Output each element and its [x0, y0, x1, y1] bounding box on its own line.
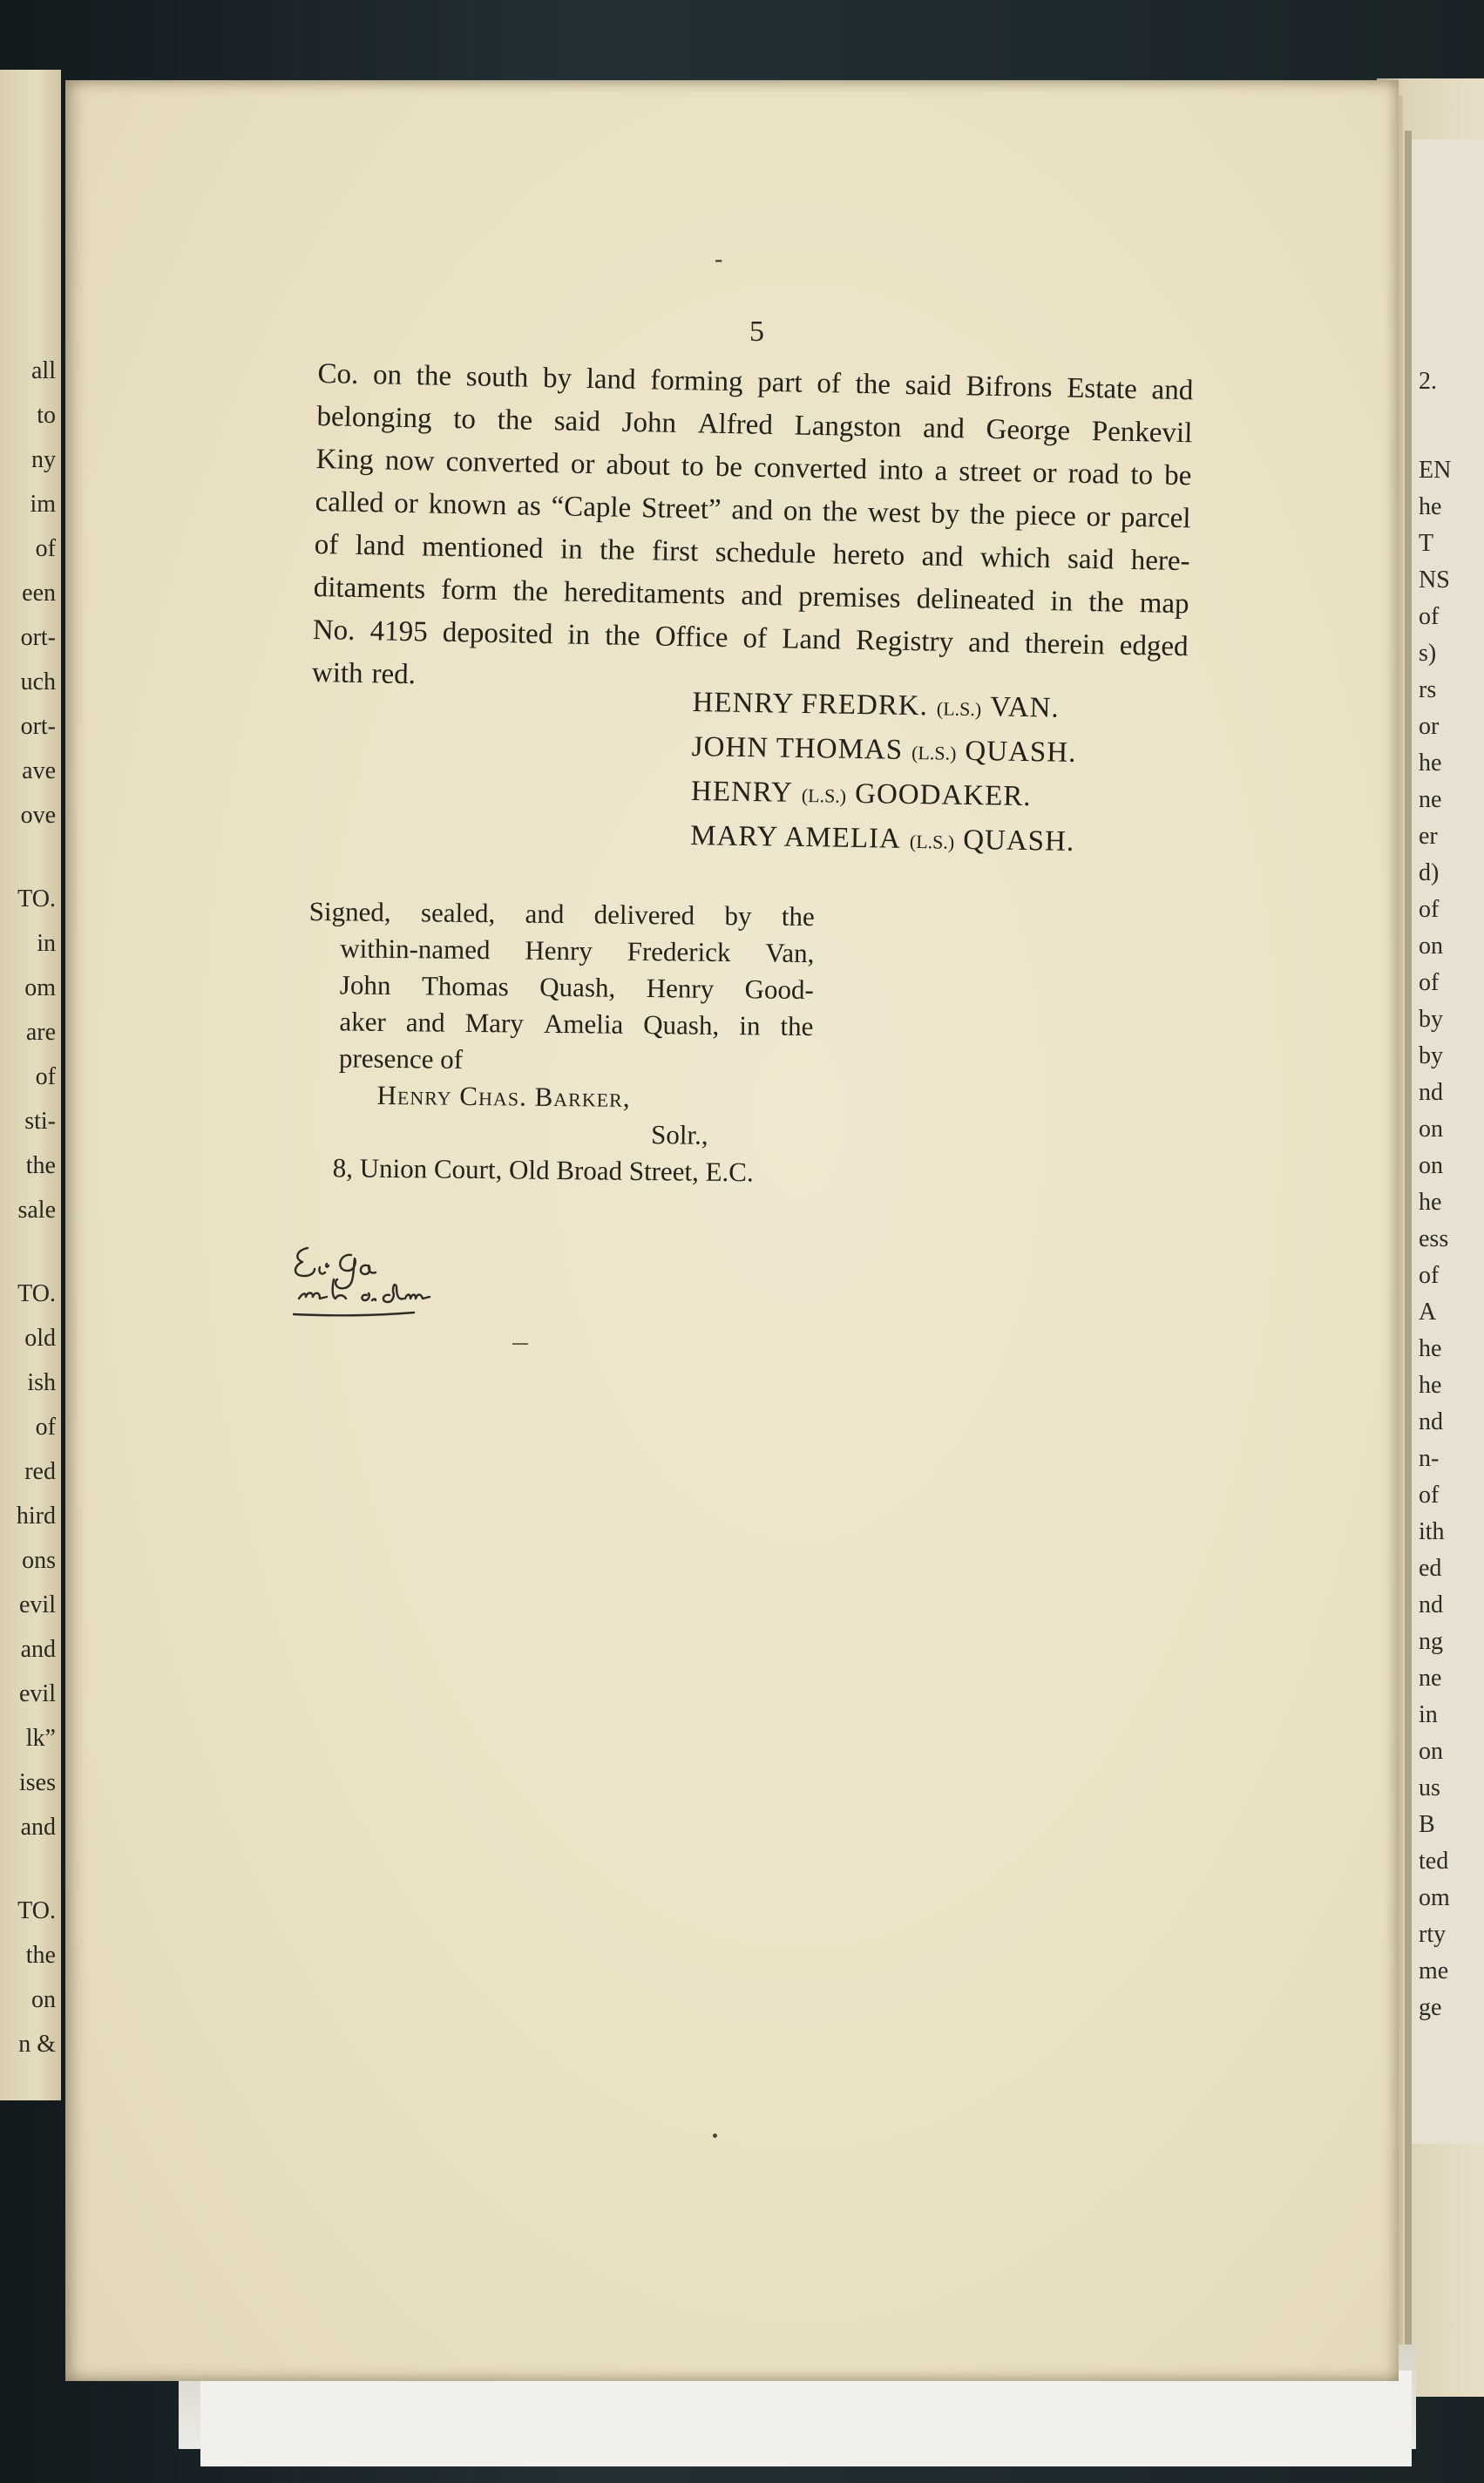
left-page-fragment: of [35, 1414, 56, 1441]
right-page-fragment: nd [1419, 1591, 1443, 1618]
word: form [440, 573, 498, 607]
word: be [1163, 459, 1192, 492]
right-page-fragment: d) [1419, 859, 1440, 886]
word: or [1086, 500, 1111, 533]
word: the [855, 368, 891, 401]
left-page-fragment: ort- [20, 713, 56, 740]
right-page-fragment: rty [1419, 1921, 1447, 1948]
left-page-fragment: sale [17, 1197, 56, 1224]
word: into [878, 454, 924, 487]
signatory-surname: QUASH. [962, 824, 1075, 858]
right-page-fragment: us [1419, 1774, 1440, 1801]
signatory-surname: GOODAKER. [854, 777, 1032, 813]
word: now [384, 444, 435, 478]
word: No. [312, 614, 356, 647]
right-page-fragment: B [1419, 1811, 1435, 1838]
word: said [1067, 543, 1115, 576]
word: Amelia [543, 1007, 624, 1040]
signatory-forenames: MARY AMELIA [689, 819, 902, 855]
word: known [428, 488, 507, 522]
right-page-fragment: of [1419, 969, 1440, 996]
word: within-named [340, 933, 491, 966]
attestation-line-2 [308, 930, 814, 972]
right-page-fragment: nd [1419, 1408, 1443, 1435]
right-page-fragment: om [1419, 1884, 1450, 1911]
word: Street” [640, 492, 722, 526]
left-page-fragment: old [24, 1325, 56, 1352]
word: the [781, 900, 815, 933]
right-page-fragment: or [1419, 713, 1440, 740]
word: in [567, 619, 591, 652]
right-page-fragment: he [1419, 493, 1442, 520]
word: Land [781, 623, 842, 656]
right-page-fragment: he [1419, 750, 1442, 777]
signatory-forenames: HENRY FREDRK. [692, 686, 929, 723]
word: Registry [855, 624, 954, 659]
left-page-fragment: ises [19, 1769, 56, 1796]
left-page-fragment: ort- [20, 624, 56, 651]
word: and [967, 627, 1011, 660]
left-page-fragment: TO. [17, 1280, 56, 1307]
word: delivered [593, 899, 695, 931]
word: Langston [794, 410, 902, 444]
page-edge-shadow [1405, 131, 1412, 2353]
word: Office [654, 621, 728, 655]
word: to [1130, 458, 1154, 492]
word: Henry [646, 973, 715, 1004]
right-page-fragment: nd [1419, 1079, 1443, 1106]
seal-mark: (L.S.) [909, 830, 955, 853]
word: by [542, 362, 573, 395]
right-page-fragment: by [1419, 1006, 1443, 1033]
right-page-fragment: of [1419, 1262, 1440, 1289]
word: the [822, 496, 858, 528]
word: land [586, 363, 636, 397]
left-page-fragment: een [22, 580, 56, 607]
attestation-line-4 [308, 1003, 813, 1045]
word: by [930, 498, 960, 531]
left-page-fragment: of [35, 535, 56, 562]
word: Alfred [697, 408, 774, 442]
word: deposited [442, 616, 553, 651]
word: Good- [744, 974, 815, 1006]
left-page-fragment: ove [20, 802, 56, 829]
word: the [780, 1010, 814, 1042]
signatory-forenames: JOHN THOMAS [691, 730, 904, 766]
left-page-fragment: om [24, 974, 56, 1001]
word: and [405, 1007, 445, 1038]
word: Henry [525, 934, 593, 967]
word: of [817, 367, 842, 400]
word: delineated [916, 583, 1035, 617]
right-page-fragment: T [1419, 530, 1434, 557]
right-page-fragment: ng [1419, 1628, 1443, 1655]
stray-mark [512, 1343, 528, 1345]
left-page-fragment: the [25, 1152, 56, 1179]
word: a [934, 455, 948, 487]
right-page-fragment: he [1419, 1189, 1442, 1216]
word: Quash, [539, 971, 616, 1003]
left-page-fragment: lk” [25, 1725, 56, 1752]
loose-sheet-lower [200, 2371, 1412, 2466]
left-page-fragment: n & [18, 2031, 56, 2058]
signatory-line [692, 682, 1077, 732]
word: to [452, 403, 477, 436]
word: said [553, 405, 601, 438]
seal-mark: (L.S.) [936, 697, 982, 721]
word: forming [649, 364, 743, 398]
handwritten-annotation [283, 1238, 484, 1333]
signatory-surname: QUASH. [965, 735, 1077, 769]
right-underlying-page [1412, 139, 1484, 2144]
left-page-fragment: evil [19, 1680, 56, 1707]
word: therein [1024, 628, 1105, 661]
word: schedule [715, 536, 817, 571]
word: Bifrons [966, 370, 1053, 404]
word: with [311, 656, 363, 690]
left-page-fragment: ny [31, 446, 56, 473]
right-page-fragment: he [1419, 1372, 1442, 1399]
right-page-fragment: ess [1419, 1225, 1449, 1252]
left-page-fragment: evil [19, 1591, 56, 1618]
word: and [741, 580, 783, 613]
word: of [314, 528, 339, 561]
word: said [905, 369, 952, 402]
right-page-fragment: s) [1419, 640, 1437, 667]
signatory-line [690, 815, 1075, 865]
word: part [757, 366, 803, 399]
word: Quash, [643, 1009, 720, 1041]
word: street [959, 456, 1022, 489]
word: red. [371, 658, 417, 691]
word: called [315, 485, 384, 519]
signatory-surname: VAN. [989, 691, 1060, 724]
word: premises [797, 580, 901, 614]
left-page-fragment: ave [22, 757, 56, 784]
word: Van, [765, 937, 815, 969]
word: be [715, 451, 743, 484]
right-page-fragment: ith [1419, 1518, 1445, 1545]
left-page-fragment: all [31, 357, 56, 384]
word: the [604, 620, 640, 653]
right-page-fragment: rs [1419, 676, 1437, 703]
word: aker [339, 1006, 386, 1037]
left-page-fragment: in [37, 930, 56, 957]
word: as [516, 490, 542, 522]
right-page-fragment: EN [1419, 457, 1452, 484]
attestation-clause [306, 893, 814, 1191]
word: piece [1014, 499, 1077, 533]
word: road [1067, 458, 1120, 491]
left-page-fragment: and [20, 1814, 56, 1841]
right-page-fragment: er [1419, 823, 1438, 850]
right-page-fragment: of [1419, 1482, 1440, 1509]
word: of [742, 622, 768, 655]
word: John [339, 969, 391, 1001]
signatory-line [691, 770, 1076, 821]
left-page-fragment: ish [27, 1369, 56, 1396]
right-page-fragment: ne [1419, 786, 1442, 813]
left-page-fragment: of [35, 1063, 56, 1090]
page-number: 5 [749, 315, 764, 348]
word: parcel [1120, 501, 1191, 535]
left-page-fragment: and [20, 1636, 56, 1663]
right-page-fragment: he [1419, 1335, 1442, 1362]
attestation-line-3 [308, 967, 814, 1008]
word: Mary [464, 1007, 525, 1039]
right-page-fragment: of [1419, 896, 1440, 923]
signatory-forenames: HENRY [690, 775, 794, 809]
witness-address: 8, Union Court, Old Broad Street, E.C. [332, 1152, 754, 1188]
word: Frederick [627, 935, 731, 968]
left-page-fragment: sti- [24, 1108, 56, 1135]
right-page-fragment: me [1419, 1957, 1449, 1984]
left-page-fragment: are [25, 1019, 56, 1046]
left-facing-page [0, 70, 61, 2100]
right-page-fragment: A [1419, 1299, 1437, 1326]
left-page-fragment: to [37, 402, 56, 429]
word: Signed, [308, 895, 391, 927]
left-page-fragment: TO. [17, 1897, 56, 1924]
word: or [1032, 457, 1057, 490]
word: in [739, 1010, 761, 1041]
word: land [355, 529, 405, 562]
signatory-line [691, 726, 1076, 777]
right-page-fragment: on [1419, 1738, 1443, 1765]
witness-role: Solr., [650, 1119, 708, 1150]
right-page-fragment: ge [1419, 1994, 1442, 2021]
seal-mark: (L.S.) [801, 784, 847, 807]
word: west [867, 497, 921, 530]
word: south [465, 361, 529, 394]
right-page-fragment: in [1419, 1701, 1438, 1728]
left-page-fragment: TO. [17, 885, 56, 912]
word: the [969, 499, 1006, 532]
right-page-fragment: of [1419, 603, 1440, 630]
witness-name: Henry Chas. Barker, [376, 1079, 631, 1113]
right-page-fragment: ed [1419, 1555, 1442, 1582]
word: the [512, 575, 549, 608]
stray-dot [713, 2134, 717, 2138]
word: hereto [832, 539, 905, 572]
word: Estate [1066, 372, 1138, 406]
word: John [621, 406, 677, 439]
right-page-fragment: on [1419, 1152, 1443, 1179]
word: the [599, 534, 635, 567]
word: Thomas [421, 970, 509, 1002]
word: George [986, 413, 1071, 447]
word: the [1088, 587, 1124, 619]
word: ditaments [313, 571, 426, 606]
left-page-fragment: uch [20, 668, 56, 695]
left-page-fragment: hird [16, 1503, 56, 1530]
word: and [1151, 374, 1194, 407]
word: or [570, 448, 595, 481]
left-page-fragment: red [24, 1458, 56, 1485]
right-page-fragment: ne [1419, 1665, 1442, 1692]
left-page-fragment: im [30, 491, 56, 518]
left-page-fragment: ons [22, 1547, 56, 1574]
word: the [497, 404, 533, 437]
word: and [525, 898, 565, 930]
word: “Caple [551, 491, 632, 524]
left-page-fragment: on [31, 1986, 56, 2013]
word: mentioned [421, 531, 544, 565]
right-page-fragment: NS [1419, 566, 1450, 594]
word: and [922, 412, 966, 445]
right-page-fragment: 2. [1419, 368, 1437, 395]
word: Penkevil [1091, 416, 1193, 450]
word: converted [753, 451, 868, 486]
word: first [651, 535, 699, 568]
left-page-fragment: the [25, 1942, 56, 1969]
right-page-fragment: by [1419, 1042, 1443, 1069]
word: which [979, 541, 1051, 575]
word: 4195 [369, 615, 428, 648]
word: or [393, 487, 419, 520]
word: the [416, 360, 452, 392]
right-page-fragment: n- [1419, 1445, 1440, 1472]
word: in [559, 533, 584, 566]
right-page-fragment: on [1419, 1116, 1443, 1143]
word: on [372, 359, 403, 391]
word: hereditaments [563, 576, 726, 612]
word: Co. [317, 357, 359, 390]
body-paragraph [311, 353, 1193, 711]
word: map [1139, 587, 1189, 621]
seal-mark: (L.S.) [911, 741, 957, 764]
word: about [606, 449, 671, 482]
word: edged [1119, 629, 1189, 663]
word: converted [445, 445, 560, 480]
word: sealed, [420, 897, 496, 929]
signature-block [690, 682, 1078, 865]
right-page-fragment: ted [1419, 1848, 1449, 1875]
word: here- [1130, 544, 1190, 578]
right-page-fragment: on [1419, 933, 1443, 960]
word: and [921, 540, 964, 573]
word: by [724, 899, 752, 932]
word: on [783, 495, 813, 527]
word: to [681, 451, 704, 483]
word: in [1050, 586, 1074, 618]
top-mark: - [715, 246, 723, 273]
word: belonging [316, 400, 432, 435]
attestation-line-5: presence of [338, 1042, 464, 1075]
word: and [731, 494, 774, 527]
word: King [315, 443, 374, 477]
attestation-line-1 [309, 893, 815, 935]
